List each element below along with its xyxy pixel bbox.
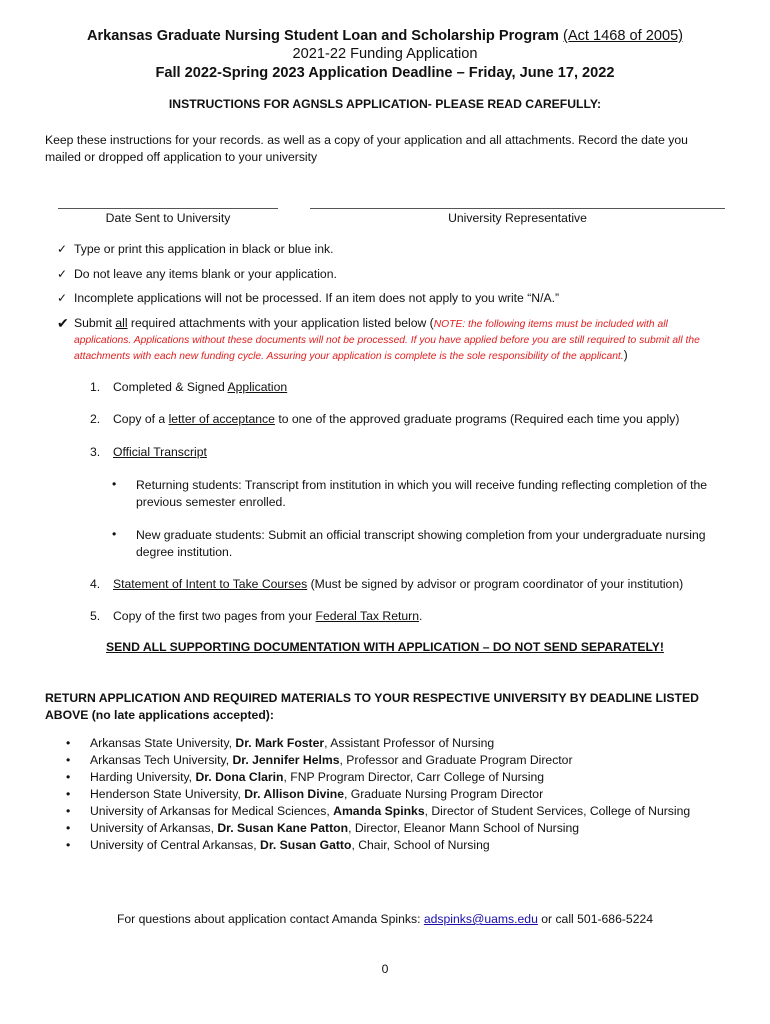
requirement-number: 2. — [90, 412, 101, 426]
requirement-number: 3. — [90, 445, 101, 459]
heavy-checkmark-icon: ✔ — [57, 315, 69, 331]
requirement-text: (Must be signed by advisor or program coordinator of your institution) — [307, 577, 684, 591]
contact-name: Dr. Mark Foster — [235, 736, 325, 750]
contact-name: Dr. Dona Clarin — [195, 770, 284, 784]
page-number: 0 — [381, 962, 389, 976]
bullet-icon: • — [66, 770, 71, 784]
checklist-text: Incomplete applications will not be processed. If an item does not apply to you write “N/A.” — [74, 291, 560, 305]
document-title — [0, 28, 770, 44]
bullet-icon: • — [66, 753, 71, 767]
bullet-icon: • — [66, 838, 71, 852]
submit-post: required attachments with your application listed below ( — [127, 316, 434, 330]
contact-name: Dr. Jennifer Helms — [232, 753, 340, 767]
requirement-text: Copy of the first two pages from your — [113, 609, 316, 623]
requirement-number: 5. — [90, 609, 101, 623]
university-name: Henderson State University, — [90, 787, 245, 801]
contact-name: Dr. Susan Gatto — [260, 838, 352, 852]
requirement-text: to one of the approved graduate programs (Required each time you apply) — [274, 412, 680, 426]
bullet-icon: • — [112, 477, 117, 491]
university-name: University of Arkansas, — [90, 821, 218, 835]
representative-label: University Representative — [448, 211, 587, 225]
bullet-icon: • — [66, 821, 71, 835]
bullet-text: New graduate students: Submit an official transcript showing completion from your undergraduate nursing degree institution. — [136, 528, 706, 559]
federal-tax-return: Federal Tax Return — [315, 609, 419, 623]
contact-name: Dr. Allison Divine — [244, 787, 344, 801]
date-sent-label: Date Sent to University — [105, 211, 231, 225]
requirement-text: . — [418, 609, 423, 623]
application-deadline: Fall 2022-Spring 2023 Application Deadline – Friday, June 17, 2022 — [155, 65, 615, 81]
university-name: Arkansas Tech University, — [90, 753, 233, 767]
contact-footer — [0, 912, 770, 926]
requirement-text: Copy of a — [113, 412, 169, 426]
contact-title: , Director of Student Services, College of Nursing — [424, 804, 691, 818]
bullet-icon: • — [112, 527, 117, 541]
act-reference: (Act 1468 of 2005) — [562, 28, 684, 44]
university-name: Harding University, — [90, 770, 196, 784]
requirement-number: 1. — [90, 380, 101, 394]
footer-phone: or call 501-686-5224 — [537, 912, 654, 926]
contact-title: , Graduate Nursing Program Director — [344, 787, 544, 801]
date-sent-line[interactable] — [58, 208, 278, 209]
submit-pre: Submit — [74, 316, 116, 330]
submit-all: all — [115, 316, 128, 330]
instructions-heading: INSTRUCTIONS FOR AGNSLS APPLICATION- PLEASE READ CAREFULLY: — [168, 97, 602, 111]
contact-name: Dr. Susan Kane Patton — [217, 821, 349, 835]
university-name: University of Arkansas for Medical Sciences, — [90, 804, 334, 818]
checkmark-icon: ✓ — [57, 267, 68, 281]
contact-title: , Professor and Graduate Program Director — [339, 753, 573, 767]
statement-of-intent: Statement of Intent to Take Courses — [113, 577, 308, 591]
requirement-text: Completed & Signed — [113, 380, 228, 394]
requirement-number: 4. — [90, 577, 101, 591]
checklist-text: Do not leave any items blank or your application. — [74, 267, 337, 281]
contact-title: , Assistant Professor of Nursing — [324, 736, 495, 750]
submit-note: NOTE: the following items must be included with all applications. Applications without these documents will not be processed. If you have applied before you are still required to submit all the attachments with each new funding cycle. Assuring your application is complete is the sole responsibility of the applicant. — [74, 319, 700, 362]
bullet-icon: • — [66, 804, 71, 818]
university-name: University of Central Arkansas, — [90, 838, 261, 852]
contact-title: , Chair, School of Nursing — [351, 838, 490, 852]
contact-name: Amanda Spinks — [333, 804, 425, 818]
bullet-icon: • — [66, 787, 71, 801]
submit-attachments-item — [57, 316, 717, 364]
submit-close: ) — [623, 348, 628, 362]
application-link: Application — [227, 380, 288, 394]
contact-title: , Director, Eleanor Mann School of Nursing — [348, 821, 580, 835]
keep-instructions-text: Keep these instructions for your records. as well as a copy of your application and all attachments. Record the date you mailed or dropped off application to your university — [45, 133, 688, 164]
bullet-icon: • — [66, 736, 71, 750]
contact-email-link[interactable]: adspinks@uams.edu — [423, 912, 538, 926]
checklist-text: Type or print this application in black or blue ink. — [74, 242, 334, 256]
funding-subtitle: 2021-22 Funding Application — [292, 46, 478, 62]
program-title: Arkansas Graduate Nursing Student Loan and Scholarship Program — [86, 28, 559, 44]
footer-text: For questions about application contact Amanda Spinks: — [116, 912, 424, 926]
contact-title: , FNP Program Director, Carr College of Nursing — [283, 770, 545, 784]
checkmark-icon: ✓ — [57, 242, 68, 256]
checkmark-icon: ✓ — [57, 291, 68, 305]
bullet-text: Returning students: Transcript from institution in which you will receive funding reflecting completion of the previous semester enrolled. — [136, 478, 708, 509]
letter-of-acceptance: letter of acceptance — [168, 412, 275, 426]
university-name: Arkansas State University, — [90, 736, 236, 750]
return-heading: RETURN APPLICATION AND REQUIRED MATERIALS TO YOUR RESPECTIVE UNIVERSITY BY DEADLINE LISTED ABOVE (no late applications accepted): — [45, 691, 699, 722]
send-all-notice: SEND ALL SUPPORTING DOCUMENTATION WITH APPLICATION – DO NOT SEND SEPARATELY! — [106, 640, 664, 654]
official-transcript: Official Transcript — [113, 445, 207, 459]
representative-line[interactable] — [310, 208, 725, 209]
